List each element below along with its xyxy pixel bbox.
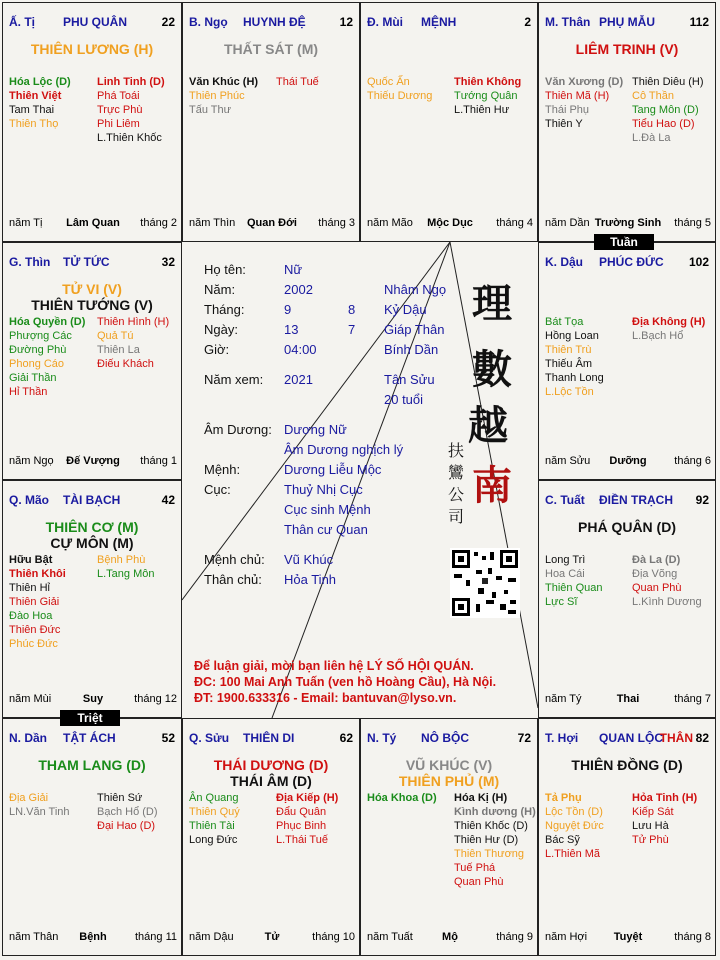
palace-mui[interactable] bbox=[360, 2, 538, 242]
palace-can-chi: T. Hợi bbox=[545, 731, 579, 745]
palace-header bbox=[545, 15, 711, 31]
palace-ty[interactable] bbox=[2, 2, 182, 242]
minor-star: Thiên Y bbox=[545, 118, 583, 130]
main-star: THIÊN CƠ (M) bbox=[45, 519, 139, 535]
minor-star: Lưu Hà bbox=[632, 820, 669, 832]
footer-l: năm Sửu bbox=[545, 455, 591, 467]
palace-footer bbox=[367, 217, 533, 231]
palace-than[interactable] bbox=[538, 2, 716, 242]
minor-star: Thiên Thương bbox=[454, 848, 525, 860]
minor-star: Quốc Ấn bbox=[367, 76, 410, 88]
palace-footer bbox=[189, 931, 355, 945]
footer-l: năm Tý bbox=[545, 693, 582, 705]
footer-c: Trường Sinh bbox=[594, 217, 662, 229]
minor-star: Bát Tọa bbox=[545, 316, 584, 328]
minor-star: Tang Môn (D) bbox=[632, 104, 699, 116]
star-column-left bbox=[9, 315, 85, 399]
minor-star: Quan Phù bbox=[632, 582, 682, 594]
palace-name: THIÊN DI bbox=[243, 731, 295, 745]
minor-star: Thiên Mã (H) bbox=[545, 90, 610, 102]
main-star: VŨ KHÚC (V) bbox=[405, 757, 493, 773]
minor-star: Thiên Tài bbox=[189, 820, 235, 832]
palace-footer bbox=[545, 455, 711, 469]
palace-can-chi: K. Dậu bbox=[545, 255, 584, 269]
minor-star: Tả Phụ bbox=[545, 792, 582, 804]
palace-can-chi: B. Ngọ bbox=[189, 15, 228, 29]
main-star: THẤT SÁT (M) bbox=[223, 41, 319, 57]
star-column-right bbox=[97, 315, 169, 371]
palace-can-chi: M. Thân bbox=[545, 15, 591, 29]
palace-header bbox=[189, 15, 355, 31]
minor-star: Thiên Trù bbox=[545, 344, 592, 356]
main-star: THIÊN ĐỒNG (D) bbox=[571, 757, 683, 773]
palace-hoi[interactable] bbox=[538, 718, 716, 956]
star-column-left bbox=[189, 75, 258, 117]
star-column-left bbox=[367, 75, 432, 103]
palace-footer bbox=[9, 931, 177, 945]
palace-suu[interactable] bbox=[182, 718, 360, 956]
footer-l: năm Hợi bbox=[545, 931, 588, 943]
palace-can-chi: Ấ. Tị bbox=[9, 15, 35, 29]
footer-l: năm Mão bbox=[367, 217, 413, 229]
palace-name: PHỤ MẪU bbox=[599, 15, 655, 29]
palace-number: 22 bbox=[161, 15, 175, 29]
footer-r: tháng 3 bbox=[318, 217, 355, 229]
palace-footer bbox=[9, 693, 177, 707]
minor-star: Thiên Hư (D) bbox=[454, 834, 519, 846]
palace-name: NÔ BỘC bbox=[421, 731, 469, 745]
minor-star: Long Đức bbox=[189, 834, 238, 846]
minor-star: Quan Phù bbox=[454, 876, 504, 888]
minor-star: Thiên Phúc bbox=[189, 90, 245, 102]
minor-star: Bệnh Phù bbox=[97, 554, 146, 566]
star-column-left bbox=[545, 75, 623, 131]
palace-thin[interactable] bbox=[2, 242, 182, 480]
minor-star: Địa Võng bbox=[632, 568, 678, 580]
footer-c: Bệnh bbox=[79, 931, 107, 943]
minor-star: Thiên Quý bbox=[189, 806, 240, 818]
minor-star: L.Lộc Tồn bbox=[545, 386, 594, 398]
palace-number: 42 bbox=[161, 493, 175, 507]
minor-star: Tử Phù bbox=[632, 834, 669, 846]
palace-tuat[interactable] bbox=[538, 480, 716, 718]
star-column-left bbox=[545, 315, 604, 399]
star-column-right bbox=[454, 75, 521, 117]
star-column-right bbox=[97, 75, 165, 145]
palace-number: 52 bbox=[161, 731, 175, 745]
main-star: PHÁ QUÂN (D) bbox=[578, 519, 676, 535]
palace-footer bbox=[545, 693, 711, 707]
minor-star: Thiên Hình (H) bbox=[97, 316, 170, 328]
footer-l: năm Dần bbox=[545, 217, 590, 229]
palace-name: HUYNH ĐỆ bbox=[243, 15, 306, 29]
star-column-right bbox=[276, 791, 338, 847]
minor-star: Đường Phù bbox=[9, 344, 67, 356]
minor-star: L.Bạch Hổ bbox=[632, 330, 684, 342]
minor-star: Linh Tinh (D) bbox=[97, 76, 165, 88]
minor-star: Quả Tú bbox=[97, 330, 134, 342]
star-column-right bbox=[632, 553, 702, 609]
minor-star: Tiểu Hao (D) bbox=[632, 118, 695, 130]
main-star: CỰ MÔN (M) bbox=[50, 535, 134, 551]
star-column-left bbox=[367, 791, 437, 805]
minor-star: L.Tang Môn bbox=[97, 568, 155, 580]
minor-star: Hỉ Thần bbox=[9, 386, 48, 398]
minor-star: Thiên La bbox=[97, 344, 140, 356]
star-column-right bbox=[632, 75, 704, 145]
minor-star: Phục Binh bbox=[276, 820, 327, 832]
minor-star: Lộc Tồn (D) bbox=[545, 806, 603, 818]
minor-star: Hóa Lộc (D) bbox=[9, 76, 71, 88]
footer-c: Dưỡng bbox=[609, 455, 647, 467]
palace-dan[interactable] bbox=[2, 718, 182, 956]
palace-header bbox=[545, 731, 711, 747]
palace-mao[interactable] bbox=[2, 480, 182, 718]
minor-star: Giải Thần bbox=[9, 372, 57, 384]
palace-number: 82 bbox=[695, 731, 709, 745]
minor-star: Đẩu Quân bbox=[276, 806, 327, 818]
palace-number: 62 bbox=[339, 731, 353, 745]
minor-star: L.Thái Tuế bbox=[276, 834, 328, 846]
minor-star: Thiên Thọ bbox=[9, 118, 59, 130]
palace-footer bbox=[545, 217, 711, 231]
minor-star: Phá Toái bbox=[97, 90, 140, 102]
minor-star: Địa Không (H) bbox=[632, 316, 706, 328]
footer-c: Tuyệt bbox=[613, 931, 643, 943]
palace-header bbox=[189, 731, 355, 747]
palace-name: TẬT ÁCH bbox=[63, 731, 116, 745]
minor-star: Long Trì bbox=[545, 554, 586, 566]
footer-l: năm Tị bbox=[9, 217, 43, 229]
minor-star: Thiên Giải bbox=[9, 596, 60, 608]
palace-name: ĐIỀN TRẠCH bbox=[599, 493, 673, 507]
star-column-right bbox=[276, 75, 319, 89]
palace-tyy[interactable] bbox=[360, 718, 538, 956]
footer-c: Suy bbox=[82, 693, 104, 705]
minor-star: Thiên Đức bbox=[9, 624, 61, 636]
footer-r: tháng 6 bbox=[674, 455, 711, 467]
footer-r: tháng 12 bbox=[134, 693, 177, 705]
minor-star: Trực Phù bbox=[97, 104, 143, 116]
star-column-right bbox=[454, 791, 536, 889]
minor-star: Thiên Hỉ bbox=[9, 582, 50, 594]
info-labels: Họ tên: Năm: Tháng: Ngày: Giờ: Năm xem: Âm Dương: Mệnh: Cục: Mệnh chủ: Thân chủ: bbox=[204, 262, 272, 587]
palace-can-chi: G. Thìn bbox=[9, 255, 51, 269]
main-star: THIÊN LƯƠNG (H) bbox=[30, 41, 154, 57]
palace-can-chi: C. Tuất bbox=[545, 493, 585, 507]
minor-star: Tuế Phá bbox=[454, 862, 496, 874]
minor-star: Thiên Quan bbox=[545, 582, 603, 594]
footer-c: Quan Đới bbox=[247, 217, 297, 229]
minor-star: Đà La (D) bbox=[632, 554, 681, 566]
palace-footer bbox=[367, 931, 533, 945]
footer-l: năm Mùi bbox=[9, 693, 52, 705]
minor-star: Địa Kiếp (H) bbox=[276, 792, 339, 804]
minor-star: Phong Cáo bbox=[9, 358, 65, 370]
minor-star: Bạch Hổ (D) bbox=[97, 806, 158, 818]
main-star: LIÊM TRINH (V) bbox=[575, 41, 679, 57]
minor-star: Thiên Không bbox=[454, 76, 522, 88]
qr-code[interactable] bbox=[450, 548, 520, 618]
minor-star: Lực Sĩ bbox=[545, 596, 578, 608]
palace-number: 102 bbox=[688, 255, 709, 269]
minor-star: L.Kình Dương bbox=[632, 596, 702, 608]
minor-star: Ân Quang bbox=[189, 792, 239, 804]
star-column-right bbox=[632, 315, 705, 343]
minor-star: Hóa Quyền (D) bbox=[9, 316, 86, 328]
main-star: THIÊN TƯỚNG (V) bbox=[31, 297, 153, 313]
minor-star: Tấu Thư bbox=[189, 104, 232, 116]
palace-dau[interactable] bbox=[538, 242, 716, 480]
minor-star: Địa Giải bbox=[9, 792, 49, 804]
palace-header bbox=[367, 731, 533, 747]
minor-star: LN.Văn Tinh bbox=[9, 806, 70, 818]
footer-c: Thai bbox=[616, 693, 640, 705]
palace-ngo[interactable] bbox=[182, 2, 360, 242]
footer-r: tháng 9 bbox=[496, 931, 533, 943]
footer-c: Mộ bbox=[442, 931, 458, 943]
minor-star: Hóa Kị (H) bbox=[454, 792, 508, 804]
minor-star: L.Thiên Hư bbox=[454, 104, 510, 116]
minor-star: Phúc Đức bbox=[9, 638, 58, 650]
palace-number: 12 bbox=[339, 15, 353, 29]
minor-star: Hữu Bật bbox=[9, 554, 53, 566]
footer-r: tháng 11 bbox=[134, 931, 177, 943]
minor-star: Thiếu Dương bbox=[367, 90, 433, 102]
main-star: THIÊN PHỦ (M) bbox=[398, 773, 500, 789]
minor-star: L.Thiên Mã bbox=[545, 848, 601, 860]
footer-l: năm Ngọ bbox=[9, 455, 54, 467]
info-values: Nữ 2002 9 13 04:00 2021 Dương Nữ Âm Dương nghịch lý Dương Liễu Mộc Thuỷ Nhị Cục Cục sinh Mệnh Thân cư Quan Vũ Khúc Hỏa Tinh bbox=[284, 262, 404, 587]
minor-star: Hóa Khoa (D) bbox=[367, 792, 437, 804]
star-column-right bbox=[632, 791, 697, 847]
minor-star: Điếu Khách bbox=[97, 358, 154, 370]
footer-r: tháng 2 bbox=[140, 217, 177, 229]
palace-can-chi: Q. Mão bbox=[9, 493, 50, 507]
minor-star: Hỏa Tinh (H) bbox=[632, 792, 698, 804]
minor-star: Hoa Cái bbox=[545, 568, 585, 580]
palace-number: 92 bbox=[695, 493, 709, 507]
footer-r: tháng 10 bbox=[312, 931, 355, 943]
footer-l: năm Thìn bbox=[189, 217, 236, 229]
footer-r: tháng 1 bbox=[140, 455, 177, 467]
center-info-panel: Họ tên: Năm: Tháng: Ngày: Giờ: Năm xem: Âm Dương: Mệnh: Cục: Mệnh chủ: Thân chủ: Nữ 2002 9 13 04:00 2021 Dương Nữ Âm Dương nghịch lý Dương Liễu Mộc Thuỷ Nhị Cục Cục sinh Mệnh Thân cư Quan Vũ Khúc Hỏa Tinh 8 7 Nhâm Ngọ Kỷ Dậu Giáp Thân Bính Dần Tân Sửu 20 tuổi 理 數 越 南 扶 鸞 公 司 Để luận giải, mời bạn liên hệ LÝ SỐ HỘI QUÁN. ĐC: 100 Mai Anh Tuấn (ven hồ Hoàng Cầu), Hà Nội. ĐT: 1900.633316 - Email: bantuvan@lyso.vn. bbox=[182, 242, 538, 718]
minor-star: Nguyệt Đức bbox=[545, 820, 604, 832]
palace-footer bbox=[545, 931, 711, 945]
star-column-right bbox=[97, 553, 154, 581]
star-column-left bbox=[9, 791, 70, 819]
footer-c: Mộc Dục bbox=[427, 217, 473, 229]
palace-can-chi: Q. Sửu bbox=[189, 731, 230, 745]
minor-star: Thiên Khốc (D) bbox=[454, 820, 528, 832]
footer-r: tháng 8 bbox=[674, 931, 711, 943]
footer-l: năm Thân bbox=[9, 931, 59, 943]
palace-header bbox=[545, 493, 711, 509]
palace-name: MỆNH bbox=[421, 15, 457, 29]
palace-name: TỬ TỨC bbox=[63, 255, 110, 269]
footer-c: Lâm Quan bbox=[66, 217, 120, 229]
minor-star: Thái Phụ bbox=[545, 104, 590, 116]
footer-r: tháng 5 bbox=[674, 217, 711, 229]
star-column-left bbox=[545, 791, 604, 861]
palace-number: 112 bbox=[689, 15, 709, 29]
minor-star: Kiếp Sát bbox=[632, 806, 674, 818]
star-column-left bbox=[189, 791, 240, 847]
palace-can-chi: N. Tý bbox=[367, 731, 397, 745]
palace-header bbox=[9, 15, 177, 31]
main-star: THÁI ÂM (D) bbox=[230, 773, 312, 789]
star-column-right bbox=[97, 791, 158, 833]
footer-c: Tử bbox=[264, 931, 280, 943]
footer-l: năm Dậu bbox=[189, 931, 234, 943]
info-lunar: 8 7 bbox=[348, 302, 356, 337]
palace-can-chi: Đ. Mùi bbox=[367, 15, 403, 29]
palace-header bbox=[545, 255, 711, 271]
palace-can-chi: N. Dần bbox=[9, 731, 48, 745]
minor-star: Thiên Việt bbox=[9, 90, 62, 102]
main-star: THÁI DƯƠNG (D) bbox=[213, 757, 329, 773]
palace-header bbox=[9, 255, 177, 271]
star-column-left bbox=[545, 553, 602, 609]
palace-name: PHÚC ĐỨC bbox=[599, 255, 664, 269]
minor-star: Tướng Quân bbox=[454, 90, 518, 102]
minor-star: Thiên Diêu (H) bbox=[632, 76, 704, 88]
palace-number: 2 bbox=[524, 15, 531, 29]
minor-star: Văn Khúc (H) bbox=[189, 76, 259, 88]
palace-name: TÀI BẠCH bbox=[63, 493, 121, 507]
palace-footer bbox=[189, 217, 355, 231]
minor-star: Thanh Long bbox=[545, 372, 604, 384]
minor-star: L.Đà La bbox=[632, 132, 671, 144]
footer-l: năm Tuất bbox=[367, 931, 413, 943]
footer-r: tháng 7 bbox=[674, 693, 711, 705]
minor-star: Bác Sỹ bbox=[545, 834, 580, 846]
minor-star: Văn Xương (D) bbox=[545, 76, 624, 88]
triet-tag: Triệt bbox=[60, 710, 120, 726]
palace-header bbox=[9, 731, 177, 747]
minor-star: Thiên Sứ bbox=[97, 792, 143, 804]
palace-footer bbox=[9, 455, 177, 469]
palace-name: QUAN LỘC bbox=[599, 731, 663, 745]
minor-star: Tam Thai bbox=[9, 104, 55, 116]
star-column-left bbox=[9, 553, 66, 651]
minor-star: Cô Thần bbox=[632, 90, 674, 102]
minor-star: L.Thiên Khốc bbox=[97, 132, 162, 144]
main-star: TỬ VI (V) bbox=[62, 281, 122, 297]
minor-star: Phượng Các bbox=[9, 330, 72, 342]
minor-star: Thiếu Âm bbox=[545, 358, 593, 370]
palace-than-marker: THÂN bbox=[659, 731, 693, 745]
palace-header bbox=[367, 15, 533, 31]
star-column-left bbox=[9, 75, 71, 131]
palace-header bbox=[9, 493, 177, 509]
palace-number: 32 bbox=[161, 255, 175, 269]
minor-star: Đại Hao (D) bbox=[97, 820, 156, 832]
palace-number: 72 bbox=[517, 731, 531, 745]
palace-name: PHU QUÂN bbox=[63, 15, 128, 29]
info-can-chi: Nhâm Ngọ Kỷ Dậu Giáp Thân Bính Dần Tân Sửu 20 tuổi bbox=[384, 282, 447, 407]
tuan-tag: Tuần bbox=[594, 234, 654, 250]
minor-star: Thiên Khôi bbox=[9, 568, 66, 580]
minor-star: Đào Hoa bbox=[9, 610, 53, 622]
contact-info: Để luận giải, mời bạn liên hệ LÝ SỐ HỘI QUÁN. ĐC: 100 Mai Anh Tuấn (ven hồ Hoàng Cầu), Hà Nội. ĐT: 1900.633316 - Email: bantuvan@lyso.vn. bbox=[194, 659, 497, 705]
minor-star: Phi Liêm bbox=[97, 118, 140, 130]
main-star: THAM LANG (D) bbox=[38, 757, 146, 773]
footer-r: tháng 4 bbox=[496, 217, 533, 229]
minor-star: Kình dương (H) bbox=[454, 806, 536, 818]
footer-c: Đế Vượng bbox=[66, 455, 120, 467]
minor-star: Hồng Loan bbox=[545, 330, 599, 342]
palace-footer bbox=[9, 217, 177, 231]
minor-star: Thái Tuế bbox=[276, 76, 319, 88]
